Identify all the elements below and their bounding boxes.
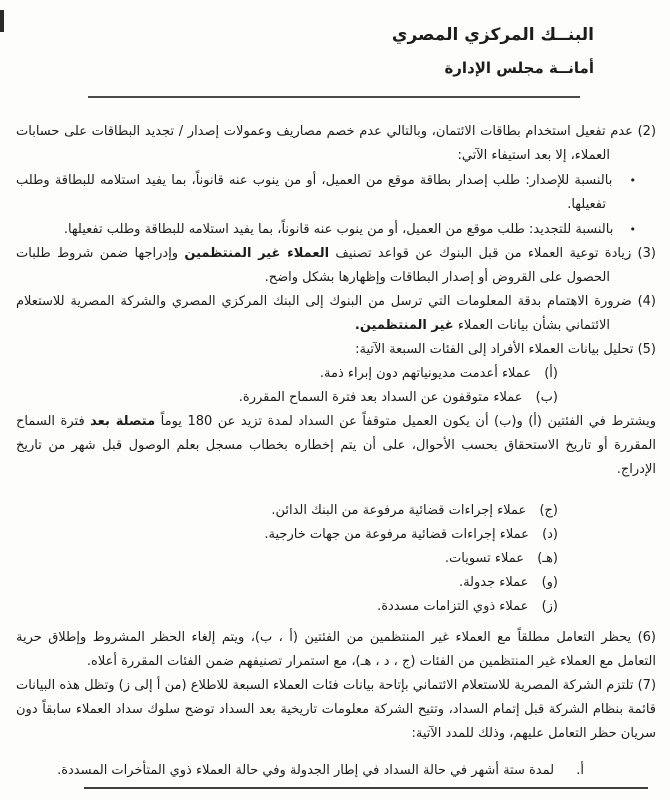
clause-5-number: (5) (637, 342, 656, 357)
clause-3-text-pre: زيادة توعية العملاء من قبل البنوك عن قواعد تصنيف (329, 246, 632, 261)
bank-title: البنــك المركزي المصري (391, 25, 594, 45)
category-z-text: عملاء ذوي التزامات مسددة. (377, 599, 529, 614)
clause-2-number: (2) (637, 124, 657, 139)
clause-4-text-pre: ضرورة الاهتمام بدقة المعلومات التي ترسل من البنوك إلى البنك المركزي المصري والشركة المصرية للاستعلام الائتماني بشأن بيانات العملاء (16, 294, 632, 333)
condition-text-bold: متصلة بعد (90, 414, 156, 429)
clause-2-text: عدم تفعيل استخدام بطاقات الائتمان، وبالتالي عدم خصم مصاريف وعمولات إصدار / تجديد البطاقات على حسابات العملاء، إلا بعد استيفاء الآتي: (16, 124, 633, 163)
clause-3-text-bold: العملاء غير المنتظمين (184, 246, 330, 261)
document-body (16, 120, 656, 783)
category-c-text: عملاء إجراءات قضائية مرفوعة من البنك الدائن. (271, 503, 527, 518)
board-secretariat-subtitle: أمانــة مجلس الإدارة (444, 59, 594, 77)
clause-2 (16, 120, 656, 168)
category-z-marker: (ز) (541, 599, 558, 614)
clause-6-text: يحظر التعامل مطلقاً مع العملاء غير المنتظمين من الفئتين (أ ، ب)، ويتم إلغاء الحظر المشروط وإطلاق حرية التعامل مع العملاء غير المنتظمين من الفئات (ج ، د ، هـ)، مع استمرار تصنيفهم ضمن الفئات المقررة أعلاه. (16, 630, 656, 669)
clause-4-number: (4) (637, 294, 656, 309)
bullet-text: بالنسبة للإصدار: طلب إصدار بطاقة موقع من العميل، أو من ينوب عنه قانوناً، بما يفيد استلامه للبطاقة وطلب تفعيلها. (16, 173, 613, 212)
category-h-marker: (هـ) (537, 551, 558, 566)
footer-divider (84, 787, 648, 789)
category-c (16, 499, 656, 523)
header-divider (88, 96, 580, 98)
category-d-marker: (د) (542, 527, 558, 542)
category-w-text: عملاء جدولة. (458, 575, 529, 590)
condition-text-pre: ويشترط في الفئتين (أ) و(ب) أن يكون العميل متوقفاً عن السداد لمدة تزيد عن 180 يوماً (155, 414, 656, 429)
scan-artifact (0, 10, 4, 32)
letterhead (0, 0, 670, 82)
category-b-text: عملاء متوقفون عن السداد بعد فترة السماح المقررة. (238, 390, 523, 405)
category-a (16, 362, 656, 386)
clause-7-sub-a-marker: أ. (576, 763, 584, 778)
category-z (16, 595, 656, 619)
category-w-marker: (و) (541, 575, 558, 590)
clause-3-number: (3) (637, 246, 656, 261)
category-h-text: عملاء تسويات. (444, 551, 525, 566)
clause-2-bullet-issue (16, 169, 656, 217)
clause-7-text: تلتزم الشركة المصرية للاستعلام الائتماني بإتاحة بيانات فئات العملاء السبعة للاطلاع (من أ إلى ز) وتظل هذه البيانات قائمة بنظام الشركة قبل إتمام السداد، وتتيح الشركة معلومات تاريخية بعد السداد توضح سلوك سداد العملاء سابقاً دون سريان حظر التعامل عليهم، وذلك للمدد الآتية: (16, 678, 656, 741)
category-b-marker: (ب) (535, 390, 558, 405)
category-c-marker: (ج) (539, 503, 558, 518)
category-h (16, 547, 656, 571)
clause-3 (16, 242, 656, 290)
clause-7-number: (7) (637, 678, 657, 693)
bullet-text: بالنسبة للتجديد: طلب موقع من العميل، أو من ينوب عنه قانوناً، بما يفيد استلامه للبطاقة وطلب تفعيلها. (63, 222, 614, 237)
clause-4 (16, 290, 656, 338)
bullet-icon: • (629, 174, 636, 187)
clause-6-number: (6) (637, 630, 656, 645)
clause-7-sub-a-text: لمدة ستة أشهر في حالة السداد في إطار الجدولة وفي حالة العملاء ذوي المتأخرات المسددة. (57, 763, 555, 778)
category-w (16, 571, 656, 595)
category-b (16, 386, 656, 410)
clause-7 (16, 674, 656, 746)
clause-4-text-bold: غير المنتظمين. (354, 318, 454, 333)
clause-3-text-post: وإدراجها ضمن شروط طلبات الحصول على القروض أو إصدار البطاقات وإظهارها بشكل واضح. (16, 246, 610, 285)
condition-paragraph (16, 410, 656, 482)
category-d-text: عملاء إجراءات قضائية مرفوعة من جهات خارجية. (264, 527, 529, 542)
category-a-marker: (أ) (544, 366, 558, 381)
clause-5 (16, 338, 656, 362)
category-d (16, 523, 656, 547)
clause-5-text: تحليل بيانات العملاء الأفراد إلى الفئات السبعة الآتية: (355, 342, 634, 357)
clause-6 (16, 626, 656, 674)
condition-text-post: فترة السماح المقررة أو تاريخ الاستحقاق بحسب الأحوال، على أن يتم إخطاره بخطاب مسجل بعلم الوصول قبل شهر من تاريخ الإدراج. (16, 414, 656, 477)
clause-7-sub-a (16, 759, 656, 783)
category-a-text: عملاء أعدمت مديونياتهم دون إبراء ذمة. (319, 366, 532, 381)
clause-2-bullet-renewal (16, 218, 656, 242)
bullet-icon: • (629, 223, 636, 236)
